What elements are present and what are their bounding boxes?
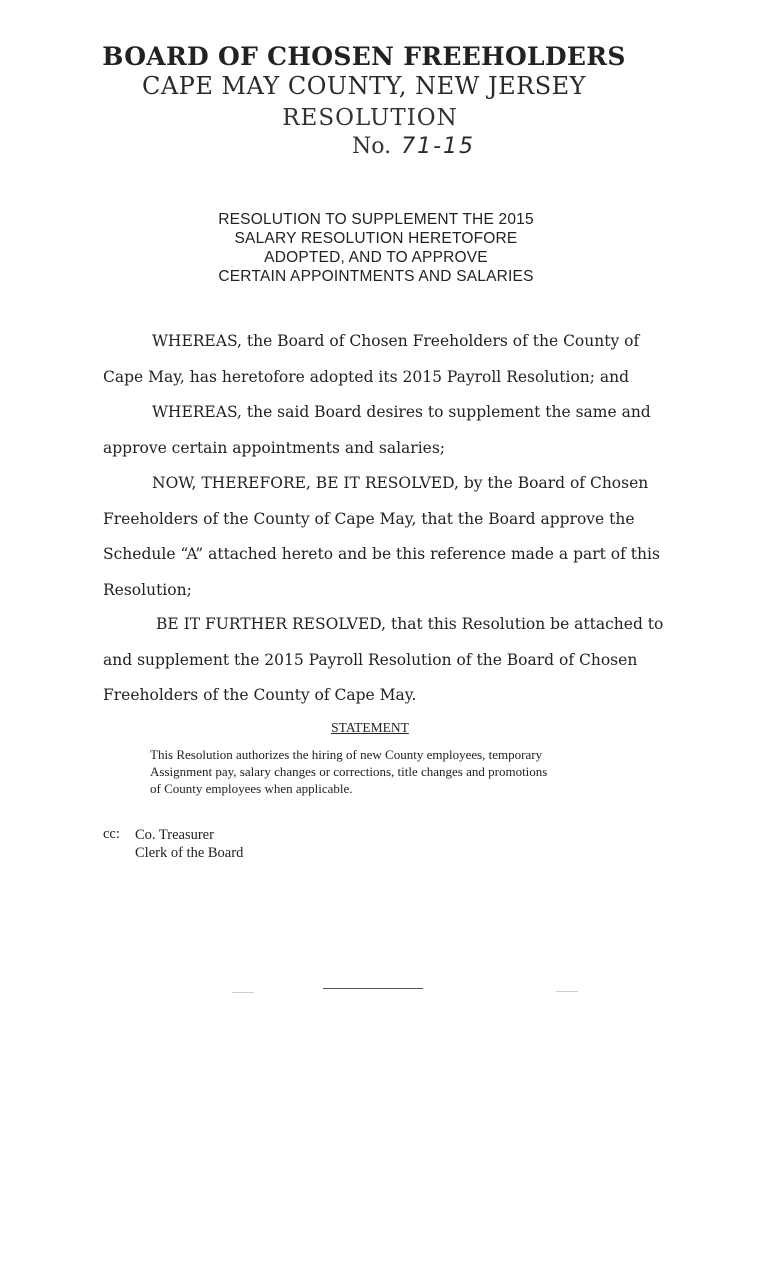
body-line: Freeholders of the County of Cape May. <box>103 686 417 704</box>
body-line: Resolution; <box>103 581 192 599</box>
statement-line: Assignment pay, salary changes or corrections, title changes and promotions <box>150 764 548 779</box>
statement-line: of County employees when applicable. <box>150 781 353 796</box>
body-line: WHEREAS, the said Board desires to supplement the same and <box>152 403 651 421</box>
scan-mark <box>232 992 254 993</box>
statement-heading: STATEMENT <box>331 720 409 735</box>
body-line: Freeholders of the County of Cape May, that the Board approve the <box>103 510 635 528</box>
title-line: ADOPTED, AND TO APPROVE <box>264 249 488 266</box>
body-line: NOW, THEREFORE, BE IT RESOLVED, by the Board of Chosen <box>152 474 649 492</box>
scan-mark <box>556 991 578 992</box>
board-title: BOARD OF CHOSEN FREEHOLDERS <box>102 42 626 71</box>
body-line: Schedule “A” attached hereto and be this reference made a part of this <box>103 545 660 563</box>
cc-recipients <box>135 826 243 862</box>
title-line: CERTAIN APPOINTMENTS AND SALARIES <box>218 268 534 285</box>
title-line: SALARY RESOLUTION HERETOFORE <box>234 230 518 247</box>
body-line: BE IT FURTHER RESOLVED, that this Resolution be attached to <box>156 615 664 633</box>
body-line: approve certain appointments and salaries; <box>103 439 446 457</box>
county-title: CAPE MAY COUNTY, NEW JERSEY <box>141 72 586 100</box>
cc-label: cc: <box>103 826 120 842</box>
number-label: No. <box>352 134 392 159</box>
body-line: WHEREAS, the Board of Chosen Freeholders of the County of <box>152 332 640 350</box>
title-line: RESOLUTION TO SUPPLEMENT THE 2015 <box>218 211 534 228</box>
resolution-title <box>0 210 752 286</box>
resolution-label: RESOLUTION <box>282 105 458 131</box>
divider-rule <box>323 988 423 989</box>
statement-line: This Resolution authorizes the hiring of new County employees, temporary <box>150 747 543 762</box>
resolution-number <box>352 134 475 159</box>
cc-recipient: Clerk of the Board <box>135 845 244 861</box>
body-line: Cape May, has heretofore adopted its 2015 Payroll Resolution; and <box>103 368 630 386</box>
body-line: and supplement the 2015 Payroll Resolution of the Board of Chosen <box>103 651 638 669</box>
statement-text <box>150 746 547 797</box>
cc-recipient: Co. Treasurer <box>135 827 214 843</box>
handwritten-number: 71-15 <box>401 134 476 159</box>
